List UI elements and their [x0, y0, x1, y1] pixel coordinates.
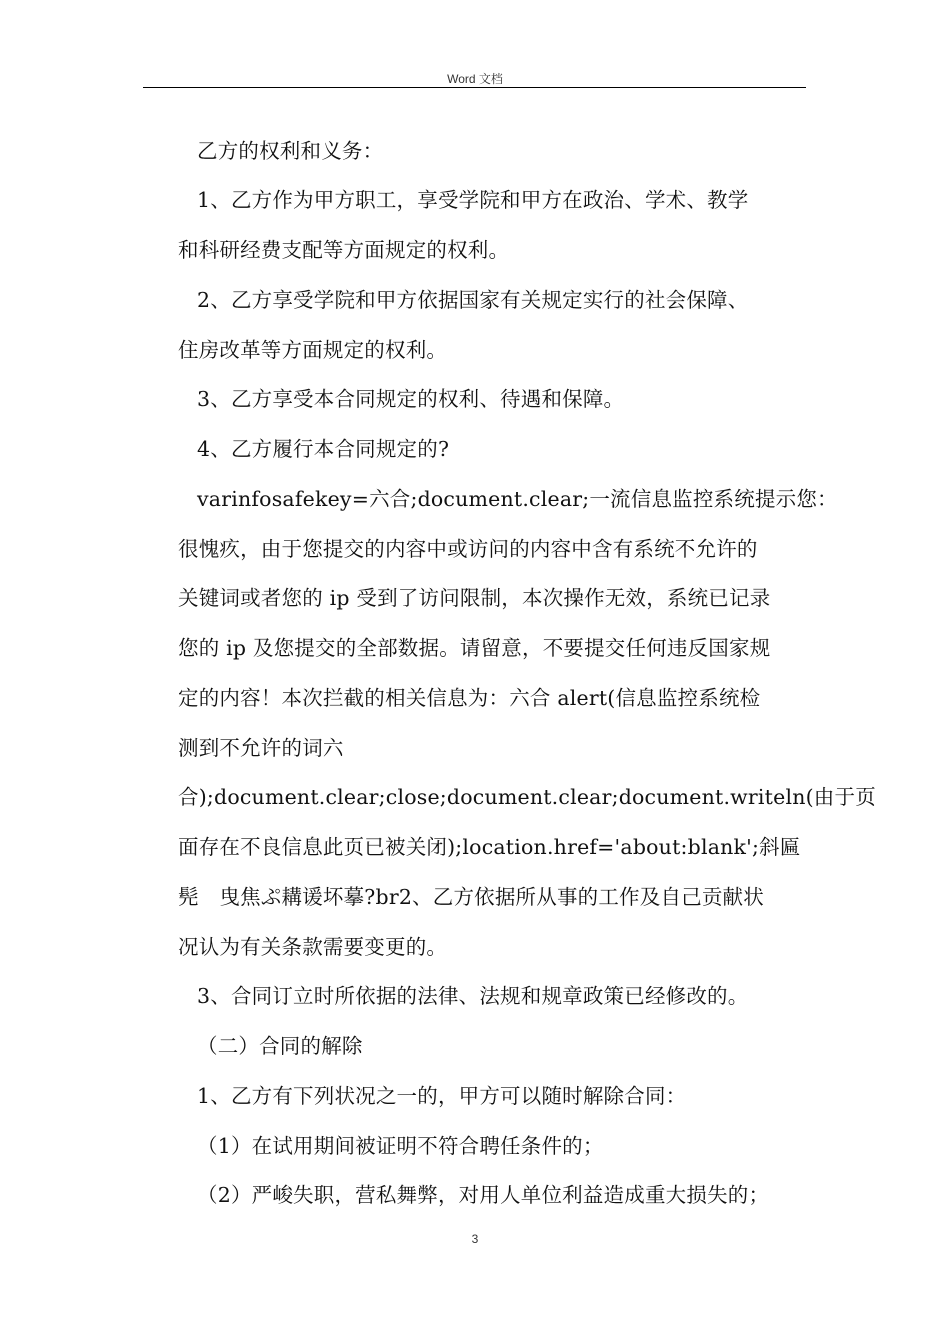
paragraph-line: 关键词或者您的 ip 受到了访问限制，本次操作无效，系统已记录: [178, 586, 771, 610]
paragraph-line: 很愧疚，由于您提交的内容中或访问的内容中含有系统不允许的: [178, 537, 758, 561]
paragraph-line: 定的内容！本次拦截的相关信息为：六合 alert(信息监控系统检: [178, 686, 761, 710]
paragraph-line: 3、乙方享受本合同规定的权利、待遇和保障。: [197, 387, 625, 411]
list-item: （2）严峻失职，营私舞弊，对用人单位利益造成重大损失的；: [197, 1183, 770, 1207]
paragraph-line: varinfosafekey=六合;document.clear;一流信息监控系统提示您：: [197, 487, 838, 511]
paragraph-line: 髡 曳焦ぷ耩谖坏摹?br2、乙方依据所从事的工作及自己贡献状: [178, 885, 764, 909]
paragraph-line: 和科研经费支配等方面规定的权利。: [178, 238, 510, 262]
paragraph-line: 况认为有关条款需要变更的。: [178, 935, 448, 959]
paragraph-line: 3、合同订立时所依据的法律、法规和规章政策已经修改的。: [197, 984, 749, 1008]
paragraph-line: 合);document.clear;close;document.clear;document.writeln(由于页: [178, 785, 876, 809]
section-heading: （二）合同的解除: [197, 1034, 363, 1058]
paragraph-line: 您的 ip 及您提交的全部数据。请留意，不要提交任何违反国家规: [178, 636, 771, 660]
paragraph-line: 1、乙方有下列状况之一的，甲方可以随时解除合同：: [197, 1084, 687, 1108]
paragraph-line: 住房改革等方面规定的权利。: [178, 338, 448, 362]
paragraph-line: 1、乙方作为甲方职工，享受学院和甲方在政治、学术、教学: [197, 188, 749, 212]
paragraph-line: 测到不允许的词六: [178, 736, 344, 760]
page-number: 3: [471, 1232, 479, 1246]
page-header-title: Word 文档: [447, 72, 503, 86]
list-item: （1）在试用期间被证明不符合聘任条件的；: [197, 1134, 604, 1158]
paragraph-line: 面存在不良信息此页已被关闭);location.href='about:blank';斜匾: [178, 835, 801, 859]
paragraph-line: 4、乙方履行本合同规定的?: [197, 437, 450, 461]
paragraph-line: 2、乙方享受学院和甲方依据国家有关规定实行的社会保障、: [197, 288, 749, 312]
paragraph-line: 乙方的权利和义务：: [197, 139, 384, 163]
